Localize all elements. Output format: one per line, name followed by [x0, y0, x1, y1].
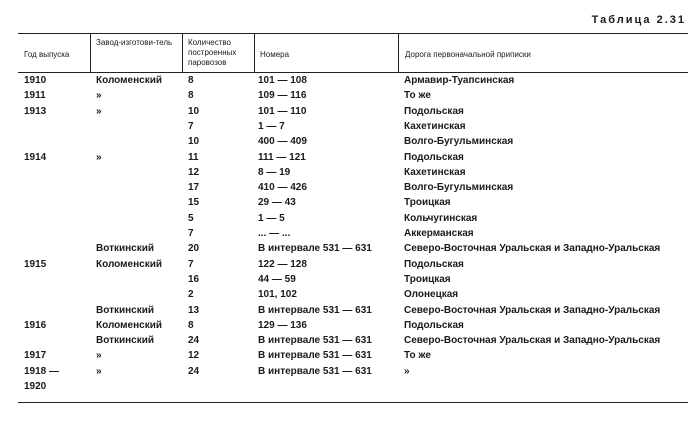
cell-numbers: 1 — 7	[258, 120, 285, 132]
cell-numbers: ... — ...	[258, 228, 291, 239]
table-header-rule	[18, 72, 688, 73]
table-row	[0, 74, 700, 88]
table-row	[0, 319, 700, 333]
table-row	[0, 105, 700, 119]
cell-numbers: В интервале 531 — 631	[258, 304, 372, 316]
header-road: Дорога первоначальной приписки	[405, 50, 531, 59]
cell-count: 17	[188, 182, 200, 194]
cell-numbers: 111 — 121	[258, 151, 306, 163]
cell-factory: Воткинский	[96, 243, 155, 255]
cell-numbers: 101, 102	[258, 289, 297, 301]
cell-road: Троицкая	[404, 197, 451, 209]
cell-numbers: 8 — 19	[258, 166, 291, 178]
table-row	[0, 166, 700, 180]
header-divider	[90, 33, 91, 72]
table-row	[0, 151, 700, 165]
cell-count: 7	[188, 120, 194, 132]
cell-numbers: 101 — 110	[258, 105, 307, 117]
cell-road: Кахетинская	[404, 120, 466, 132]
cell-count: 12	[188, 350, 200, 362]
table-row	[0, 334, 700, 348]
cell-year: 1913	[24, 105, 47, 117]
cell-numbers: 101 — 108	[258, 75, 307, 86]
table-row	[0, 196, 700, 210]
cell-count: 12	[188, 166, 200, 178]
cell-factory: »	[96, 105, 102, 117]
cell-road: Троицкая	[404, 273, 451, 285]
table-row	[0, 365, 700, 379]
table-row	[0, 273, 700, 287]
cell-road: Волго-Бугульминская	[404, 136, 514, 148]
cell-count: 10	[188, 105, 200, 117]
header-divider	[398, 33, 399, 72]
cell-numbers: 1 — 5	[258, 212, 285, 224]
cell-count: 5	[188, 212, 194, 224]
header-numbers: Номера	[260, 50, 290, 59]
cell-road: Северо-Восточная Уральская и Западно-Уральская	[404, 243, 661, 255]
header-year: Год выпуска	[24, 50, 70, 59]
cell-numbers: 122 — 128	[258, 258, 307, 270]
cell-numbers: В интервале 531 — 631	[258, 335, 372, 347]
cell-count: 13	[188, 304, 200, 316]
cell-road: Кахетинская	[404, 166, 466, 178]
cell-factory: »	[96, 365, 102, 377]
cell-road: Подольская	[404, 151, 464, 163]
cell-count: 10	[188, 136, 200, 148]
cell-factory: Коломенский	[96, 258, 163, 270]
cell-factory: Воткинский	[96, 335, 155, 347]
cell-count: 8	[188, 75, 194, 86]
table-top-rule	[18, 33, 688, 34]
cell-factory: »	[96, 90, 102, 102]
cell-year: 1917	[24, 350, 47, 362]
cell-count: 8	[188, 90, 194, 102]
cell-count: 20	[188, 243, 200, 255]
table-row	[0, 349, 700, 363]
table-row	[0, 304, 700, 318]
cell-year: 1920	[24, 381, 47, 392]
table-bottom-rule	[18, 402, 688, 403]
cell-road: »	[404, 365, 410, 377]
cell-year: 1915	[24, 258, 47, 270]
cell-year: 1918 —	[24, 365, 60, 377]
cell-road: Подольская	[404, 258, 464, 270]
cell-road: Волго-Бугульминская	[404, 182, 514, 194]
cell-numbers: В интервале 531 — 631	[258, 350, 372, 362]
cell-numbers: 109 — 116	[258, 90, 307, 102]
cell-road: Северо-Восточная Уральская и Западно-Уральская	[404, 304, 661, 316]
cell-count: 16	[188, 273, 200, 285]
cell-numbers: В интервале 531 — 631	[258, 365, 372, 377]
cell-factory: »	[96, 151, 102, 163]
cell-count: 7	[188, 258, 194, 270]
cell-factory: »	[96, 350, 102, 362]
cell-year: 1914	[24, 151, 47, 163]
cell-count: 24	[188, 335, 200, 347]
table-row	[0, 258, 700, 272]
cell-factory: Воткинский	[96, 304, 155, 316]
table-row	[0, 89, 700, 103]
cell-road: Армавир-Туапсинская	[404, 75, 515, 86]
table-row	[0, 120, 700, 134]
cell-count: 2	[188, 289, 194, 301]
cell-count: 8	[188, 319, 194, 331]
cell-year: 1911	[24, 90, 46, 102]
table-row	[0, 380, 700, 394]
cell-numbers: 44 — 59	[258, 273, 296, 285]
header-factory: Завод-изготови-тель	[96, 38, 173, 47]
table-row	[0, 212, 700, 226]
cell-road: То же	[404, 90, 431, 102]
table-row	[0, 242, 700, 256]
cell-numbers: В интервале 531 — 631	[258, 243, 372, 255]
cell-factory: Коломенский	[96, 319, 163, 331]
cell-count: 7	[188, 228, 194, 239]
cell-road: Подольская	[404, 319, 464, 331]
cell-count: 24	[188, 365, 200, 377]
cell-numbers: 400 — 409	[258, 136, 307, 148]
cell-road: Подольская	[404, 105, 464, 117]
table-row	[0, 135, 700, 149]
cell-year: 1916	[24, 319, 47, 331]
table-caption: Таблица 2.31	[591, 14, 686, 26]
cell-road: Аккерманская	[404, 228, 474, 239]
cell-factory: Коломенский	[96, 75, 163, 86]
cell-year: 1910	[24, 75, 47, 86]
cell-count: 11	[188, 151, 199, 163]
table-row	[0, 181, 700, 195]
cell-road: То же	[404, 350, 431, 362]
cell-numbers: 129 — 136	[258, 319, 307, 331]
cell-road: Кольчугинская	[404, 212, 478, 224]
cell-road: Северо-Восточная Уральская и Западно-Уральская	[404, 335, 661, 347]
table-row	[0, 227, 700, 241]
cell-numbers: 29 — 43	[258, 197, 296, 209]
cell-road: Олонецкая	[404, 289, 459, 301]
cell-numbers: 410 — 426	[258, 182, 307, 194]
header-count: Количество построенных паровозов	[188, 38, 237, 67]
header-divider	[254, 33, 255, 72]
cell-count: 15	[188, 197, 200, 209]
table-row	[0, 288, 700, 302]
